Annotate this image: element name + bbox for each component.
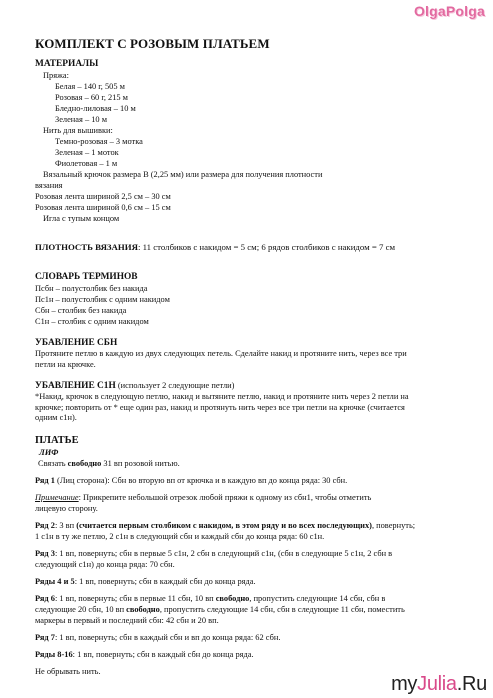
thread-item: Зеленая – 1 моток xyxy=(55,148,119,157)
row-emphasis: (считается первым столбиком с накидом, в этом ряду и во всех последующих) xyxy=(76,520,372,530)
row-text: (Лиц сторона): Сбн во вторую вп от крючка и в каждую вп до конца ряда: 30 сбн. xyxy=(54,475,348,485)
glossary-heading: СЛОВАРЬ ТЕРМИНОВ xyxy=(35,272,138,282)
row-label: Ряд 2 xyxy=(35,520,55,530)
note-line xyxy=(35,492,480,503)
row-text: , пропустить следующие 14 сбн, сбн в следующие 11 сбн, поместить xyxy=(159,604,405,614)
watermark-olgapolga: OlgaPolga xyxy=(413,3,485,19)
gauge-label: ПЛОТНОСТЬ ВЯЗАНИЯ xyxy=(35,242,138,252)
glossary-item: Пс1н – полустолбик с одним накидом xyxy=(35,295,170,304)
row-text: : 1 вп, повернуть; сбн в первые 5 с1н, 2 сбн в следующий с1н, (сбн в следующие 5 с1н, 2 сбн в xyxy=(54,548,393,558)
glossary-item: Сбн – столбик без накида xyxy=(35,306,127,315)
note-text-continued: лицевую сторону. xyxy=(35,503,98,513)
watermark-part: Julia xyxy=(417,673,457,695)
bodice-subheading: ЛИФ xyxy=(39,447,59,457)
document-title: КОМПЛЕКТ С РОЗОВЫМ ПЛАТЬЕМ xyxy=(35,36,270,51)
row-label: Ряд 1 xyxy=(35,475,55,485)
hook-line-continued: вязания xyxy=(35,181,63,190)
gauge-text: : 11 столбиков с накидом = 5 см; 6 рядов столбиков с накидом = 7 см xyxy=(137,242,396,252)
row-7 xyxy=(35,632,480,643)
gauge-line xyxy=(35,242,480,253)
row-text: : 1 вп, повернуть; сбн в каждый сбн до конца ряда. xyxy=(74,576,256,586)
materials-heading: МАТЕРИАЛЫ xyxy=(35,59,99,69)
row-text: : 1 вп, повернуть; сбн в каждый сбн и вп до конца ряда: 62 сбн. xyxy=(54,632,281,642)
row-text: следующие 20 сбн, 10 вп xyxy=(35,604,127,614)
needle-line: Игла с тупым концом xyxy=(43,214,120,223)
bodice-intro xyxy=(35,458,480,469)
yarn-item: Розовая – 60 г, 215 м xyxy=(55,93,128,102)
dress-heading: ПЛАТЬЕ xyxy=(35,434,79,446)
row-emphasis: свободно xyxy=(126,604,160,614)
row-2 xyxy=(35,520,480,531)
row-6 xyxy=(35,593,480,604)
row-1 xyxy=(35,475,480,486)
row-text: : 1 вп, повернуть; сбн в первые 11 сбн, 10 вп xyxy=(54,593,216,603)
row-text: : 3 вп xyxy=(54,520,77,530)
ribbon-line: Розовая лента шириной 0,6 см – 15 см xyxy=(35,203,171,212)
watermark-myjulia xyxy=(391,673,487,696)
row-label: Ряды 4 и 5 xyxy=(35,576,75,586)
yarn-label: Пряжа: xyxy=(43,71,69,80)
row-text: , повернуть; xyxy=(371,520,416,530)
watermark-part: .Ru xyxy=(456,673,487,695)
row-label: Ряд 6 xyxy=(35,593,55,603)
intro-text: 31 вп розовой нитью. xyxy=(101,458,180,468)
row-2-continued: 1 с1н в ту же петлю, 2 с1н в следующий сбн и каждый сбн до конца ряда: 60 с1н. xyxy=(35,531,325,541)
intro-emphasis: свободно xyxy=(67,458,102,468)
note-label: Примечание xyxy=(35,492,79,502)
row-text: , пропустить следующие 14 сбн, сбн в xyxy=(249,593,386,603)
dec-s1n-heading-line xyxy=(35,380,480,392)
intro-text: Связать xyxy=(38,458,68,468)
row-3 xyxy=(35,548,480,559)
yarn-item: Зеленая – 10 м xyxy=(55,115,108,124)
glossary-item: С1н – столбик с одним накидом xyxy=(35,317,149,326)
yarn-item: Бледно-лиловая – 10 м xyxy=(55,104,136,113)
dec-sbn-text: петли на крючке. xyxy=(35,359,96,369)
row-emphasis: свободно xyxy=(215,593,250,603)
dec-s1n-heading: УБАВЛЕНИЕ С1Н xyxy=(35,381,116,391)
dec-s1n-text: крючке; повторить от * еще один раз, накид и протянуть нить через все три петли на крючке (считается xyxy=(35,402,405,412)
row-6-continued: маркеры в первый и последний сбн: 42 сбн и 20 вп. xyxy=(35,615,219,625)
dec-sbn-heading: УБАВЛЕНИЕ СБН xyxy=(35,338,118,348)
document-body xyxy=(35,58,480,677)
dec-s1n-text: *Накид, крючок в следующую петлю, накид и вытяните петлю, накид и протяните нить через 2 петли на xyxy=(35,392,409,401)
note-text: : Прикрепите небольшой отрезок любой пряжи к одному из сбн1, чтобы отметить xyxy=(78,492,372,502)
glossary-item: Псбн – полустолбик без накида xyxy=(35,284,148,293)
thread-item: Темно-розовая – 3 мотка xyxy=(55,137,143,146)
dec-sbn-text: Протяните петлю в каждую из двух следующих петель. Сделайте накид и протяните нить, через все три xyxy=(35,349,407,358)
ribbon-line: Розовая лента шириной 2,5 см – 30 см xyxy=(35,192,171,201)
row-3-continued: следующий с1н) до конца ряда: 70 сбн. xyxy=(35,559,175,569)
dec-s1n-note: (использует 2 следующие петли) xyxy=(115,381,235,390)
row-6-continued xyxy=(35,604,480,615)
yarn-item: Белая – 140 г, 505 м xyxy=(55,82,125,91)
row-label: Ряд 7 xyxy=(35,632,55,642)
rows-8-16 xyxy=(35,649,480,660)
row-text: : 1 вп, повернуть; сбн в каждый сбн до конца ряда. xyxy=(72,649,254,659)
thread-label: Нить для вышивки: xyxy=(43,126,113,135)
rows-4-5 xyxy=(35,576,480,587)
watermark-part: my xyxy=(391,673,418,695)
row-label: Ряды 8-16 xyxy=(35,649,73,659)
row-label: Ряд 3 xyxy=(35,548,55,558)
hook-line: Вязальный крючок размера B (2,25 мм) или размера для получения плотности xyxy=(43,170,323,179)
final-note: Не обрывать нить. xyxy=(35,666,101,676)
thread-item: Фиолетовая – 1 м xyxy=(55,159,118,168)
dec-s1n-text: одним с1н). xyxy=(35,413,77,422)
